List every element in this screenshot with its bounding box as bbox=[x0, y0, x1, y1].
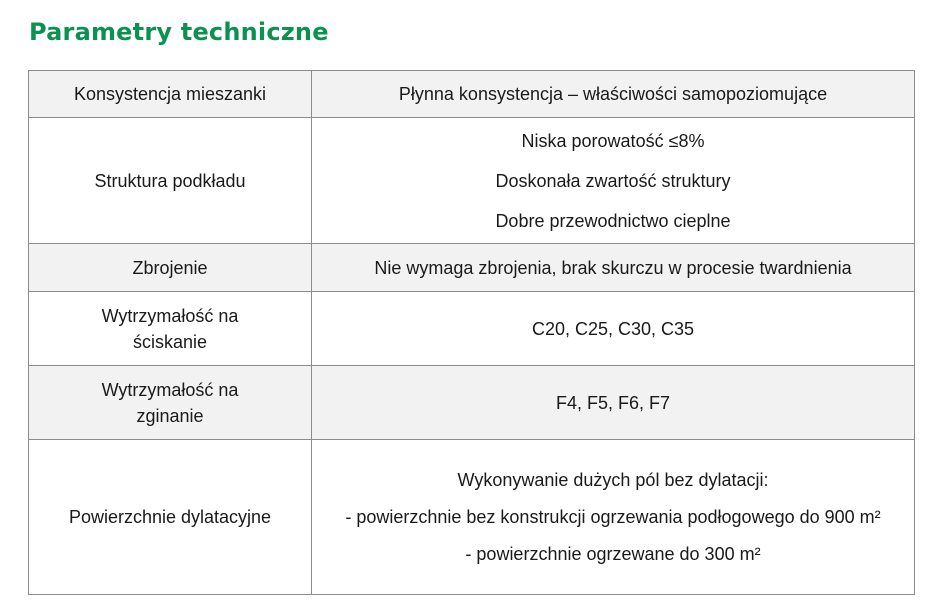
parameter-name: Powierzchnie dylatacyjne bbox=[68, 507, 272, 527]
parameter-value: Wykonywanie dużych pól bez dylatacji: bbox=[457, 470, 769, 490]
parameter-name-cell bbox=[29, 366, 312, 440]
table-row bbox=[29, 440, 915, 595]
parameter-name-cell bbox=[29, 440, 312, 595]
table-row bbox=[29, 244, 915, 292]
parameter-name-cell bbox=[29, 118, 312, 244]
parameter-value-cell bbox=[312, 292, 915, 366]
parameter-value-cell bbox=[312, 71, 915, 118]
parameter-name-cell bbox=[29, 71, 312, 118]
parameter-name: Konsystencja mieszanki bbox=[73, 84, 267, 104]
table-row bbox=[29, 118, 915, 244]
parameter-value: - powierzchnie bez konstrukcji ogrzewania podłogowego do 900 m² bbox=[345, 507, 881, 527]
parameter-name: Struktura podkładu bbox=[94, 170, 246, 191]
parameter-value: Niska porowatość ≤8% bbox=[521, 130, 705, 151]
parameter-name-line: Wytrzymałość na bbox=[101, 305, 239, 326]
parameter-value-cell bbox=[312, 366, 915, 440]
page-title: Parametry techniczne bbox=[29, 18, 329, 46]
parameter-value: Płynna konsystencja – właściwości samopoziomujące bbox=[398, 84, 828, 104]
parameter-name-cell bbox=[29, 244, 312, 292]
table-row bbox=[29, 292, 915, 366]
parameter-value: C20, C25, C30, C35 bbox=[531, 318, 695, 339]
parameter-value: - powierzchnie ogrzewane do 300 m² bbox=[465, 544, 761, 564]
parameter-value: Doskonała zwartość struktury bbox=[495, 170, 731, 191]
parameter-name-line: ściskanie bbox=[132, 331, 208, 352]
parameter-value-cell bbox=[312, 118, 915, 244]
parameter-name-line: Wytrzymałość na bbox=[101, 379, 239, 400]
technical-parameters-table bbox=[28, 70, 915, 595]
table-row bbox=[29, 366, 915, 440]
parameter-value: Nie wymaga zbrojenia, brak skurczu w procesie twardnienia bbox=[374, 257, 852, 278]
parameter-value-cell bbox=[312, 440, 915, 595]
parameter-value: Dobre przewodnictwo cieplne bbox=[495, 210, 731, 231]
table-row bbox=[29, 71, 915, 118]
parameter-value: F4, F5, F6, F7 bbox=[555, 392, 671, 413]
parameter-name-line: zginanie bbox=[136, 405, 204, 426]
parameter-name: Zbrojenie bbox=[132, 257, 208, 278]
parameter-name-cell bbox=[29, 292, 312, 366]
parameter-value-cell bbox=[312, 244, 915, 292]
